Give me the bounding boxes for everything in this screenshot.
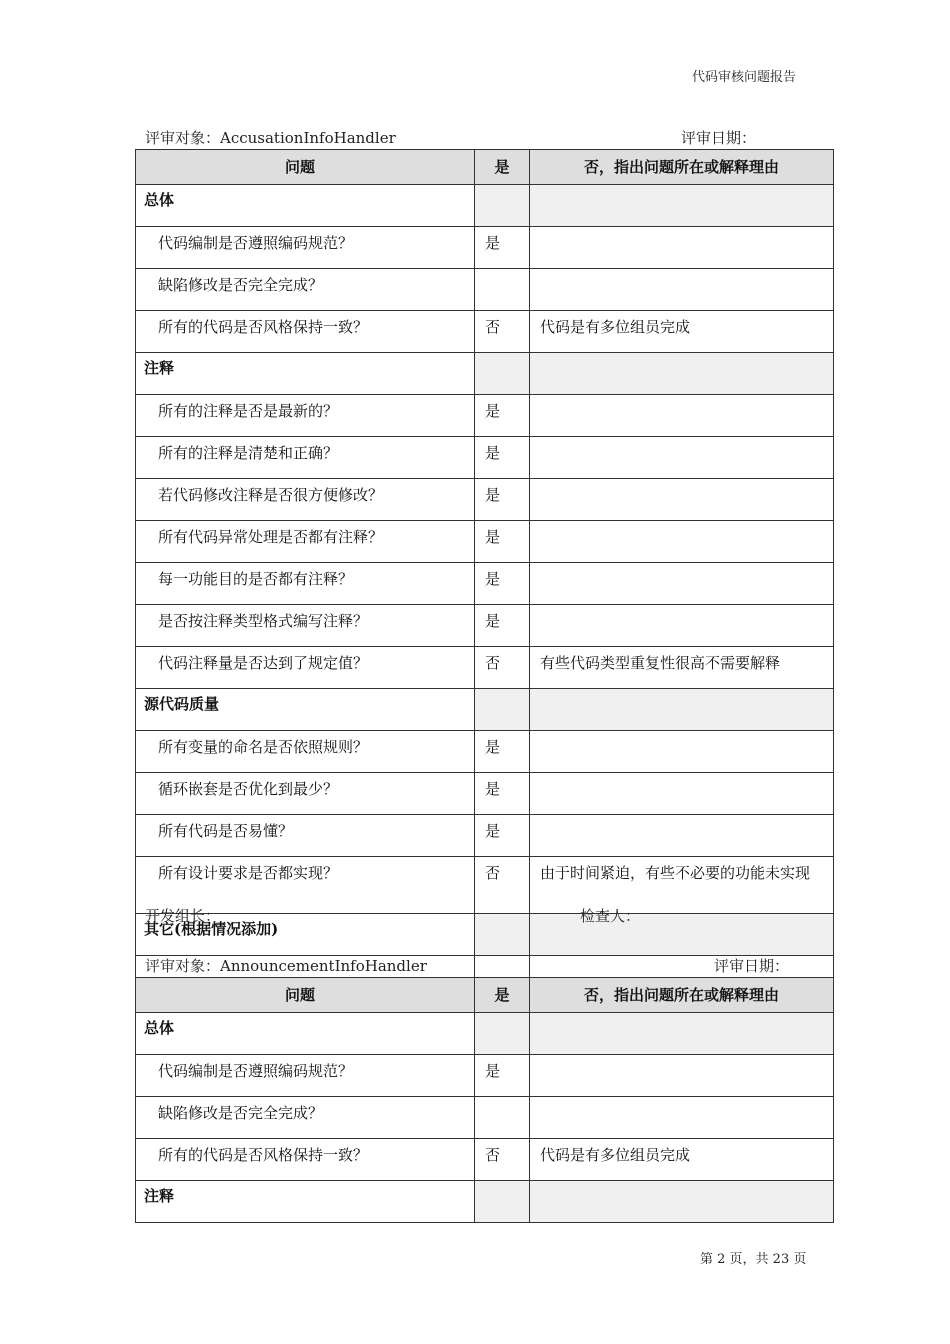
question-cell: 代码注释量是否达到了规定值？ [136,647,475,689]
answer-cell: 否 [475,857,530,914]
question-cell: 代码编制是否遵照编码规范？ [136,1055,475,1097]
review-date-label: 评审日期： [681,129,757,147]
review-table-1 [135,149,834,1014]
table-row [136,731,834,773]
question-cell: 所有设计要求是否都实现？ [136,857,475,914]
review-object-label: 评审对象：AccusationInfoHandler [145,129,396,147]
section-row-general [136,185,834,227]
review-date-label: 评审日期： [714,957,790,975]
table-row [136,311,834,353]
table-header-row [136,150,834,185]
section-row-other [136,914,834,956]
section-title: 注释 [136,353,475,395]
section-title: 其它(根据情况添加) [136,914,475,956]
question-cell: 所有代码异常处理是否都有注释？ [136,521,475,563]
answer-cell: 是 [475,773,530,815]
table-row [136,647,834,689]
table-row [136,227,834,269]
answer-cell: 是 [475,479,530,521]
section-title: 总体 [136,185,475,227]
table-row [136,1097,834,1139]
question-cell: 所有代码是否易懂？ [136,815,475,857]
reason-cell [530,269,834,311]
question-cell: 每一功能目的是否都有注释？ [136,563,475,605]
answer-cell: 否 [475,1139,530,1181]
column-header-reason: 否，指出问题所在或解释理由 [530,150,834,185]
section-row-source-quality [136,689,834,731]
column-header-reason: 否，指出问题所在或解释理由 [530,978,834,1013]
column-header-yes: 是 [475,150,530,185]
reason-cell [530,521,834,563]
question-cell: 是否按注释类型格式编写注释？ [136,605,475,647]
question-cell: 所有的注释是清楚和正确？ [136,437,475,479]
section-title: 总体 [136,1013,475,1055]
table-row [136,479,834,521]
table-row [136,437,834,479]
reason-cell [530,1097,834,1139]
section-row-comments [136,353,834,395]
column-header-yes: 是 [475,978,530,1013]
question-cell: 所有的注释是否是最新的？ [136,395,475,437]
column-header-question: 问题 [136,150,475,185]
reason-cell [530,605,834,647]
question-cell: 所有的代码是否风格保持一致？ [136,311,475,353]
question-cell: 若代码修改注释是否很方便修改？ [136,479,475,521]
answer-cell [475,1097,530,1139]
table-row [136,605,834,647]
reason-cell [530,227,834,269]
section-row-general [136,1013,834,1055]
reason-cell: 代码是有多位组员完成 [530,1139,834,1181]
table-row [136,773,834,815]
question-cell: 所有的代码是否风格保持一致？ [136,1139,475,1181]
document-header-title: 代码审核问题报告 [692,70,797,85]
answer-cell: 是 [475,395,530,437]
answer-cell: 是 [475,731,530,773]
table-row [136,269,834,311]
table-row [136,1055,834,1097]
reason-cell [530,773,834,815]
table-header-row [136,978,834,1013]
answer-cell: 是 [475,1055,530,1097]
question-cell: 代码编制是否遵照编码规范？ [136,227,475,269]
answer-cell [475,269,530,311]
answer-cell: 是 [475,521,530,563]
question-cell: 缺陷修改是否完全完成？ [136,1097,475,1139]
reason-cell [530,1055,834,1097]
question-cell: 所有变量的命名是否依照规则？ [136,731,475,773]
checker-label: 检查人： [580,907,641,925]
reason-cell [530,731,834,773]
answer-cell: 是 [475,227,530,269]
answer-cell: 否 [475,311,530,353]
column-header-question: 问题 [136,978,475,1013]
dev-lead-label: 开发组长： [145,907,221,925]
answer-cell: 是 [475,437,530,479]
reason-cell [530,479,834,521]
table-row [136,857,834,914]
answer-cell: 是 [475,563,530,605]
question-cell: 循环嵌套是否优化到最少？ [136,773,475,815]
reason-cell: 由于时间紧迫，有些不必要的功能未实现 [530,857,834,914]
answer-cell: 否 [475,647,530,689]
table-row [136,521,834,563]
page-footer: 第 2 页，共 23 页 [700,1252,807,1267]
reason-cell: 代码是有多位组员完成 [530,311,834,353]
section-title: 源代码质量 [136,689,475,731]
table-row [136,815,834,857]
reason-cell [530,563,834,605]
table-row [136,1139,834,1181]
reason-cell [530,437,834,479]
answer-cell: 是 [475,815,530,857]
review-object-label: 评审对象：AnnouncementInfoHandler [145,957,427,975]
reason-cell [530,395,834,437]
table-row [136,395,834,437]
section-row-comments [136,1181,834,1223]
review-table-2 [135,977,834,1223]
section-title: 注释 [136,1181,475,1223]
reason-cell [530,815,834,857]
answer-cell: 是 [475,605,530,647]
question-cell: 缺陷修改是否完全完成？ [136,269,475,311]
table-row [136,563,834,605]
reason-cell: 有些代码类型重复性很高不需要解释 [530,647,834,689]
